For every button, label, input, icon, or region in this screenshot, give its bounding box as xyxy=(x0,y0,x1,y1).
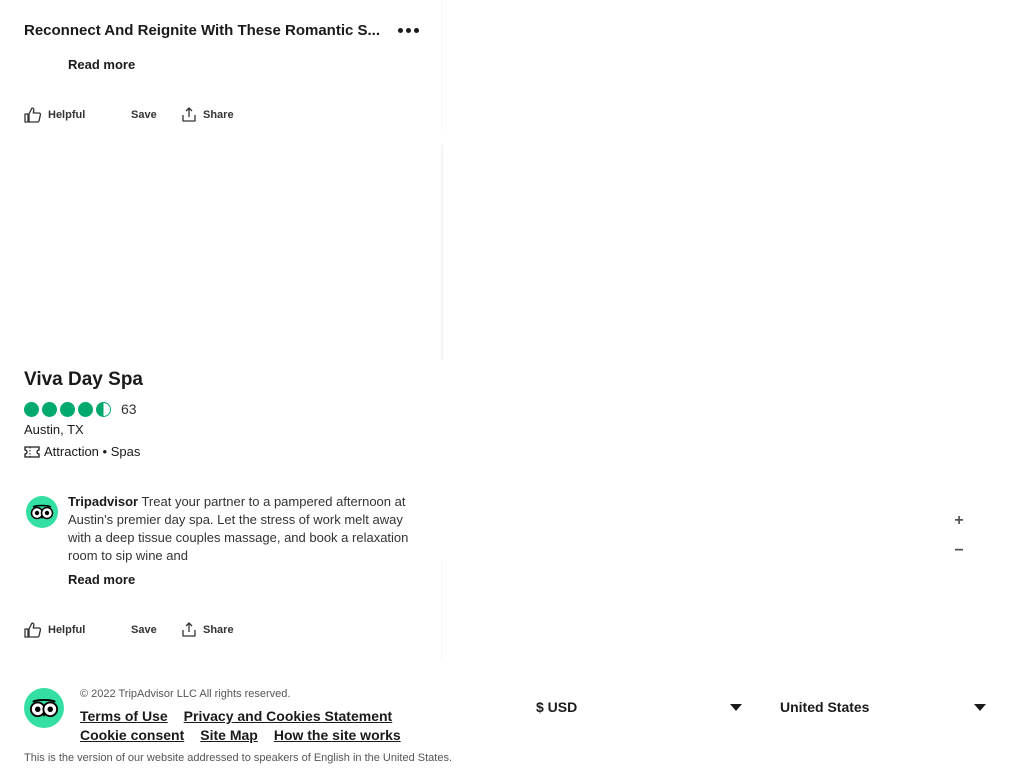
footer-links xyxy=(80,708,440,744)
tripadvisor-logo[interactable] xyxy=(24,688,64,728)
ellipsis-icon xyxy=(398,28,403,33)
column-divider xyxy=(441,145,443,360)
country-select[interactable] xyxy=(780,696,986,718)
rating-bubble-full xyxy=(78,402,93,417)
poi-location: Austin, TX xyxy=(24,422,84,437)
thumbs-up-icon xyxy=(24,107,42,123)
currency-select[interactable] xyxy=(536,696,742,718)
site-map-link[interactable]: Site Map xyxy=(200,727,258,743)
save-label: Save xyxy=(131,624,157,636)
share-button[interactable] xyxy=(181,622,251,638)
helpful-button[interactable] xyxy=(24,622,131,638)
card-actions xyxy=(24,105,251,125)
review-body: Treat your partner to a pampered afternoon at Austin's premier day spa. Let the stress of work melt away with a deep tissue couples massage, and book a relaxation room to sip wine and xyxy=(68,494,409,563)
zoom-in-button[interactable]: + xyxy=(954,512,964,529)
share-icon xyxy=(181,622,197,638)
version-note: This is the version of our website addressed to speakers of English in the United States. xyxy=(24,752,453,764)
thumbs-up-icon xyxy=(24,622,42,638)
share-label: Share xyxy=(203,624,234,636)
share-button[interactable] xyxy=(181,107,251,123)
rating-bubble-full xyxy=(60,402,75,417)
content-column xyxy=(0,0,442,768)
review-text xyxy=(68,493,418,565)
column-divider xyxy=(441,0,442,130)
map-zoom-controls xyxy=(948,510,970,570)
save-button[interactable] xyxy=(131,624,181,636)
tripadvisor-avatar[interactable] xyxy=(26,496,58,528)
helpful-button[interactable] xyxy=(24,107,131,123)
country-value: United States xyxy=(780,699,870,715)
owl-logo-icon xyxy=(30,504,54,520)
save-label: Save xyxy=(131,109,157,121)
category-label: Attraction • Spas xyxy=(44,444,141,459)
copyright-text: © 2022 TripAdvisor LLC All rights reserved. xyxy=(80,688,291,700)
share-label: Share xyxy=(203,109,234,121)
caret-down-icon xyxy=(974,704,986,711)
currency-value: $ USD xyxy=(536,699,578,715)
review-count[interactable]: 63 xyxy=(121,401,137,417)
review-actions xyxy=(24,620,251,640)
review-author[interactable]: Tripadvisor xyxy=(68,494,139,509)
save-button[interactable] xyxy=(131,109,181,121)
rating-bubble-half xyxy=(96,402,111,417)
share-icon xyxy=(181,107,197,123)
zoom-out-button[interactable]: − xyxy=(954,542,964,559)
helpful-label: Helpful xyxy=(48,624,86,636)
terms-of-use-link[interactable]: Terms of Use xyxy=(80,708,168,724)
rating-bubbles xyxy=(24,402,111,417)
ticket-icon xyxy=(24,446,40,458)
poi-name[interactable]: Viva Day Spa xyxy=(24,369,144,390)
column-divider xyxy=(441,560,442,660)
article-card-header xyxy=(24,18,420,42)
poi-category xyxy=(24,444,140,459)
read-more-link[interactable]: Read more xyxy=(68,572,136,587)
rating-row xyxy=(24,401,137,417)
privacy-statement-link[interactable]: Privacy and Cookies Statement xyxy=(183,708,393,724)
rating-bubble-full xyxy=(42,402,57,417)
caret-down-icon xyxy=(730,704,742,711)
how-site-works-link[interactable]: How the site works xyxy=(273,727,401,743)
cookie-consent-link[interactable]: Cookie consent xyxy=(80,727,185,743)
article-title[interactable]: Reconnect And Reignite With These Romantic S... xyxy=(24,21,380,39)
rating-bubble-full xyxy=(24,402,39,417)
read-more-link[interactable]: Read more xyxy=(68,57,136,72)
more-options-button[interactable] xyxy=(396,20,420,40)
helpful-label: Helpful xyxy=(48,109,86,121)
owl-logo-icon xyxy=(29,698,59,718)
